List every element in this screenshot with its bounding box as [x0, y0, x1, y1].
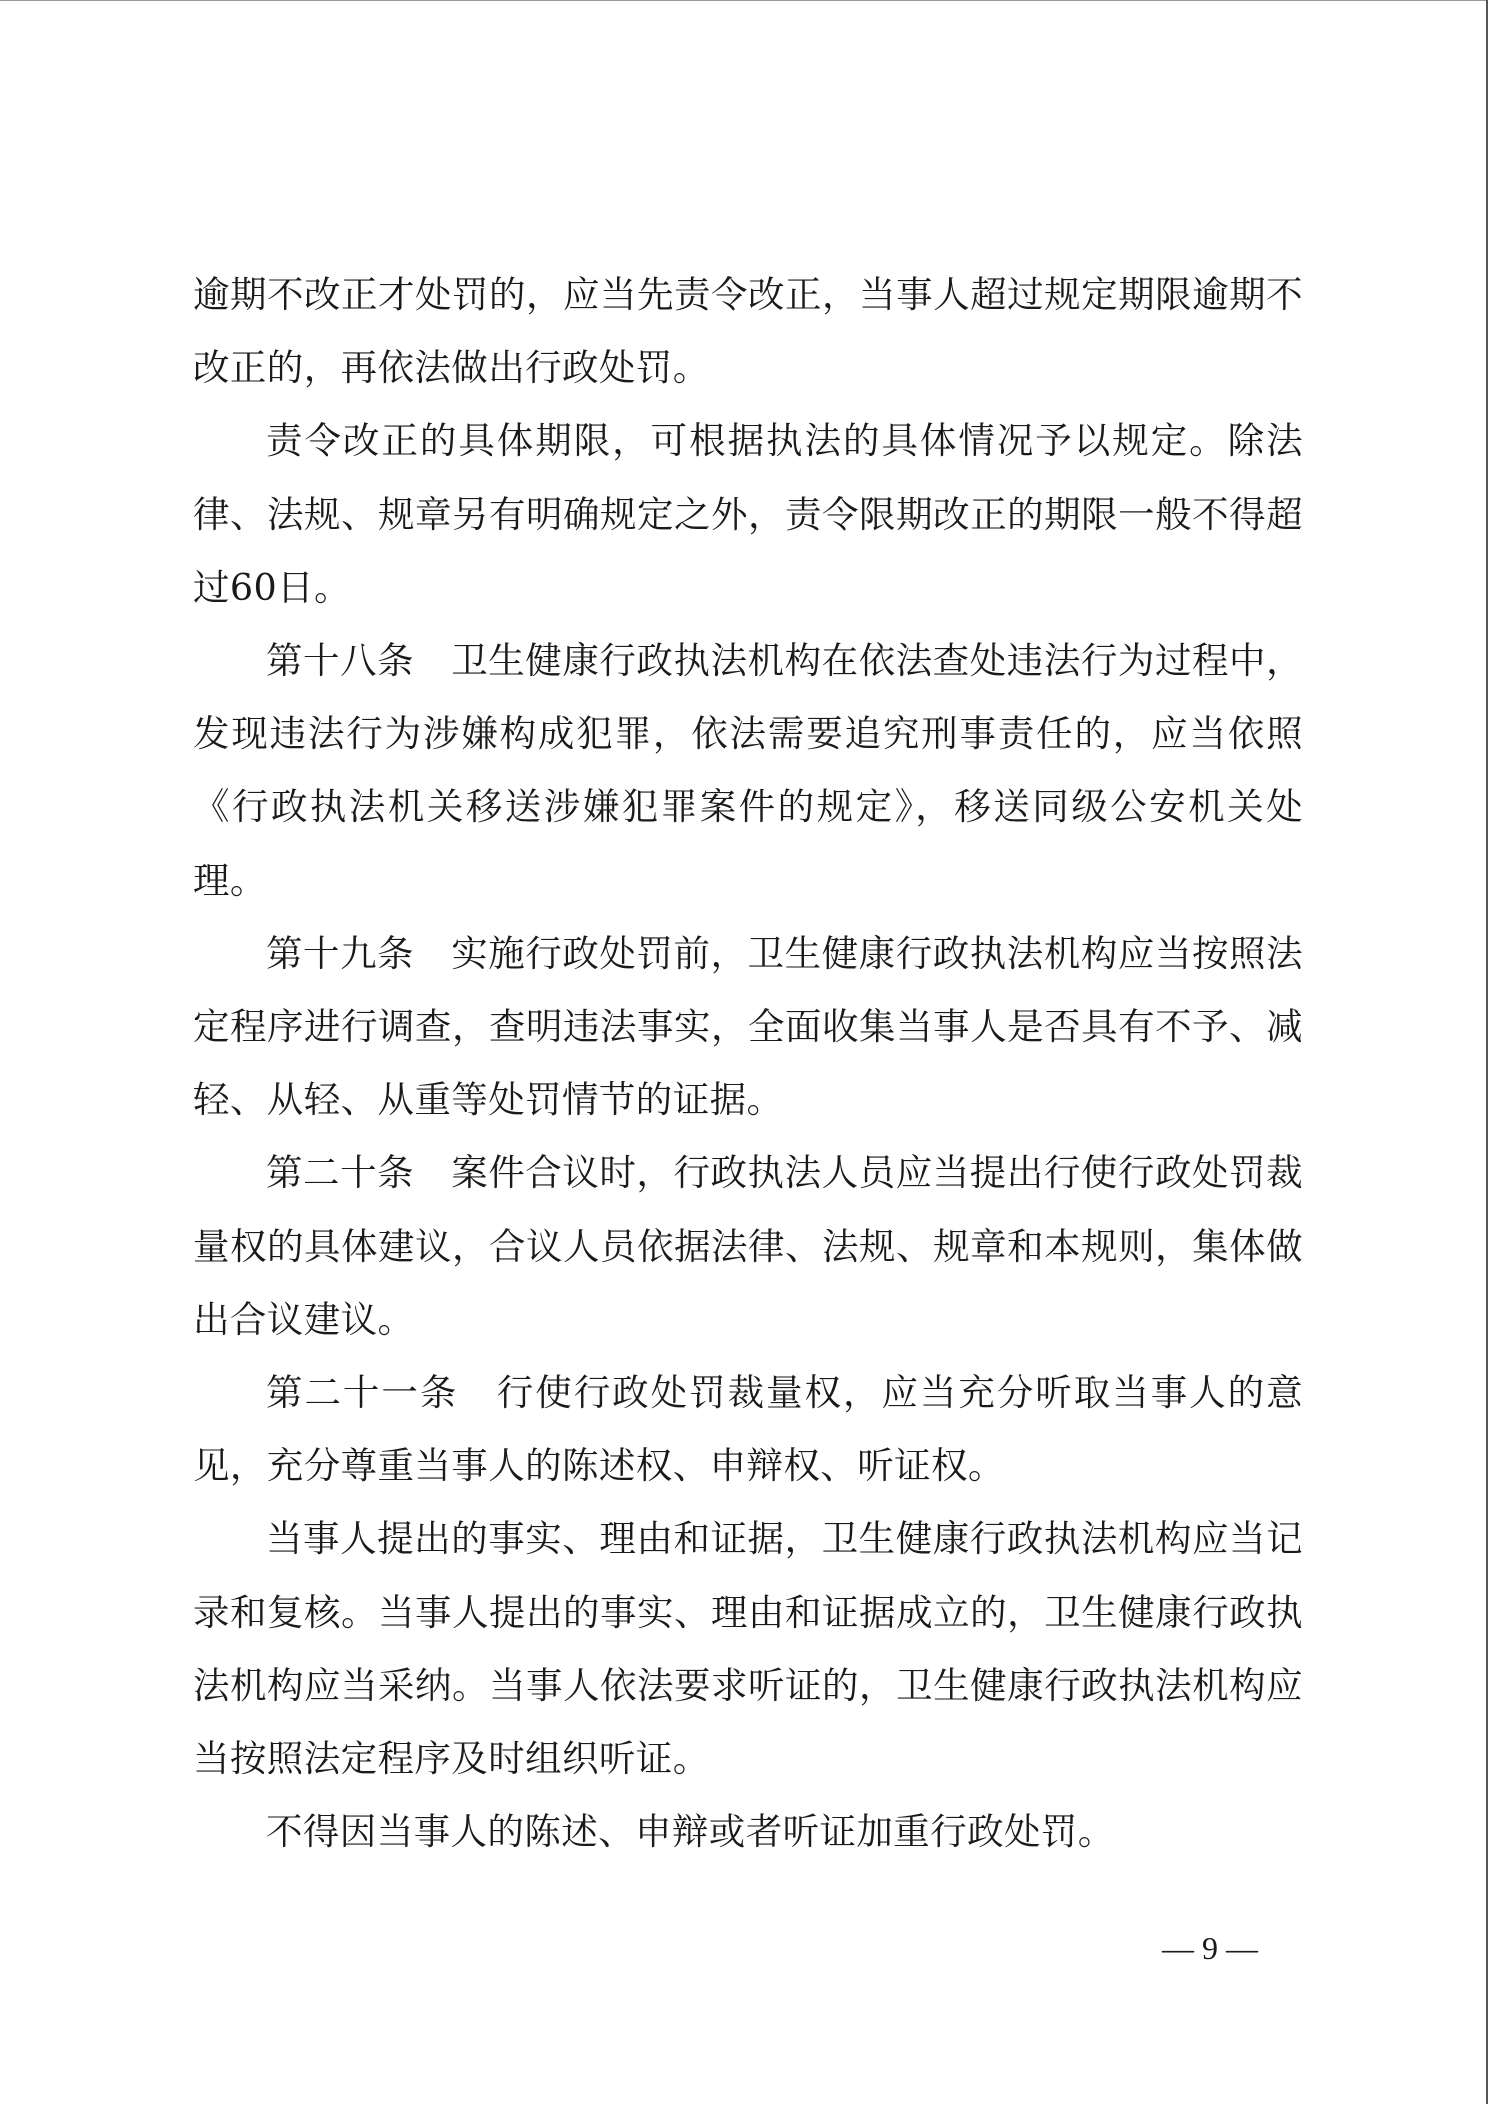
page-top-border: [0, 0, 1488, 1]
page-number: — 9 —: [1162, 1930, 1258, 1966]
paragraph-2: 责令改正的具体期限，可根据执法的具体情况予以规定。除法律、法规、规章另有明确规定之外，责令限期改正的期限一般不得超过60日。: [193, 419, 1303, 609]
article-21-paragraph: 第二十一条 行使行政处罚裁量权，应当充分听取当事人的意见，充分尊重当事人的陈述权、申辩权、听证权。: [193, 1371, 1303, 1488]
paragraph-1: 逾期不改正才处罚的，应当先责令改正，当事人超过规定期限逾期不改正的，再依法做出行政处罚。: [193, 273, 1303, 390]
paragraph-7: 当事人提出的事实、理由和证据，卫生健康行政执法机构应当记录和复核。当事人提出的事实、理由和证据成立的，卫生健康行政执法机构应当采纳。当事人依法要求听证的，卫生健康行政执法机构应当按照法定程序及时组织听证。: [193, 1517, 1303, 1781]
article-19-paragraph: 第十九条 实施行政处罚前，卫生健康行政执法机构应当按照法定程序进行调查，查明违法事实，全面收集当事人是否具有不予、减轻、从轻、从重等处罚情节的证据。: [193, 931, 1303, 1122]
document-body: [193, 258, 1303, 1868]
paragraph-8: 不得因当事人的陈述、申辩或者听证加重行政处罚。: [266, 1810, 1115, 1854]
article-20-paragraph: 第二十条 案件合议时，行政执法人员应当提出行使行政处罚裁量权的具体建议，合议人员依据法律、法规、规章和本规则，集体做出合议建议。: [193, 1151, 1303, 1341]
article-18-paragraph: 第十八条 卫生健康行政执法机构在依法查处违法行为过程中，发现违法行为涉嫌构成犯罪，依法需要追究刑事责任的，应当依照《行政执法机关移送涉嫌犯罪案件的规定》，移送同级公安机关处理。: [193, 639, 1303, 902]
